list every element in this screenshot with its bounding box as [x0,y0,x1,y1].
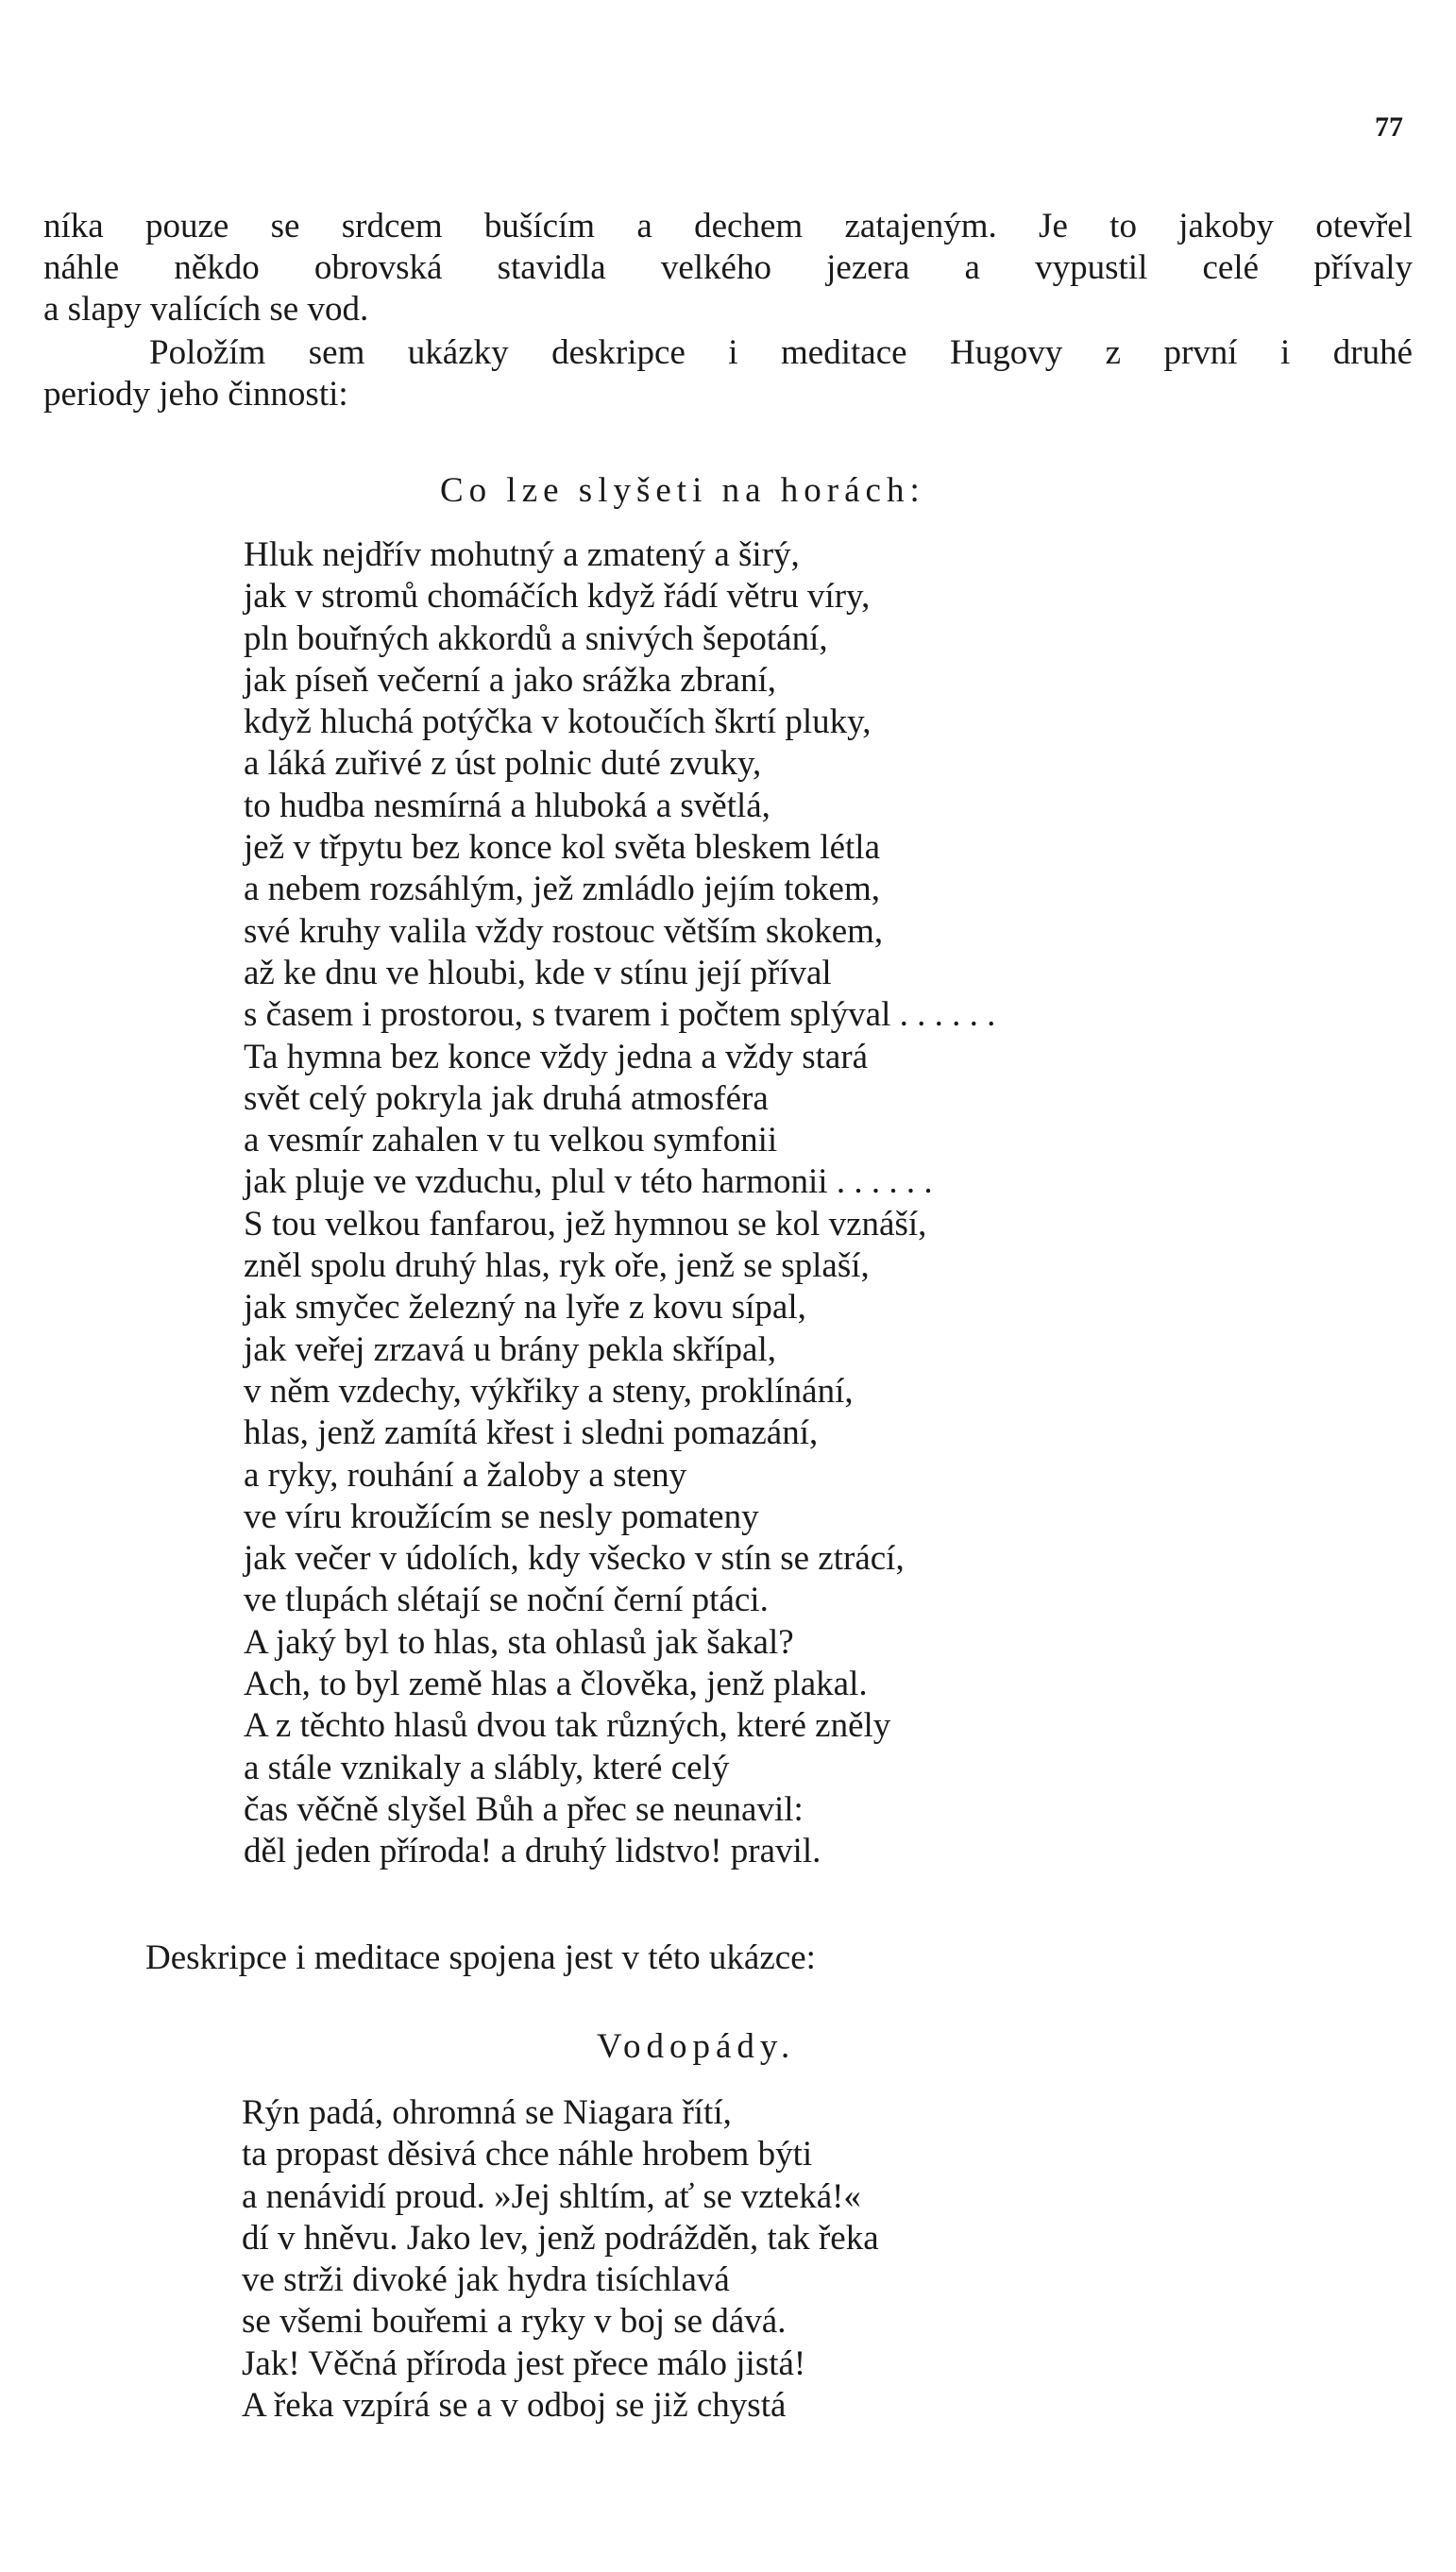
prose-line: periody jeho činnosti: [43,375,348,414]
prose-line: Položím sem ukázky deskripce i meditace Hugovy z první i druhé [149,333,1413,372]
poem-line: ve víru kroužícím se nesly pomateny [244,1497,759,1536]
poem-line: jak večer v údolích, kdy všecko v stín se ztrácí, [244,1539,905,1579]
poem-line: čas věčně slyšel Bůh a přec se neunavil: [244,1789,804,1829]
poem-line: a vesmír zahalen v tu velkou symfonii [244,1121,778,1160]
poem-line: jak píseň večerní a jako srážka zbraní, [244,660,776,700]
poem-line: když hluchá potýčka v kotoučích škrtí pluky, [244,702,872,742]
poem-line: své kruhy valila vždy rostouc větším skokem, [244,911,884,951]
poem-line: jak pluje ve vzduchu, plul v této harmonii . . . . . . [244,1162,933,1202]
prose-line: níka pouze se srdcem bušícím a dechem zatajeným. Je to jakoby otevřel [43,207,1413,245]
prose-line: náhle někdo obrovská stavidla velkého jezera a vypustil celé přívaly [43,248,1413,287]
poem-line: ve strži divoké jak hydra tisíchlavá [242,2260,730,2300]
poem-line: v něm vzdechy, výkřiky a steny, proklínání, [244,1371,854,1411]
poem-line: a nebem rozsáhlým, jež zmládlo jejím tokem, [244,870,881,909]
poem-line: jež v třpytu bez konce kol světa bleskem létla [244,828,880,868]
poem-line: až ke dnu ve hloubi, kde v stínu její příval [244,953,832,992]
poem-line: zněl spolu druhý hlas, ryk oře, jenž se splaší, [244,1246,870,1286]
poem-line: jak v stromů chomáčích když řádí větru víry, [244,577,871,617]
section-intro: Deskripce i meditace spojena jest v této ukázce: [145,1938,816,1977]
prose-line: a slapy valících se vod. [43,290,369,329]
poem-line: ve tlupách slétají se noční černí ptáci. [244,1581,769,1620]
poem-line: svět celý pokryla jak druhá atmosféra [244,1078,769,1118]
poem-line: Ach, to byl země hlas a člověka, jenž plakal. [244,1665,868,1704]
poem-line: Rýn padá, ohromná se Niagara řítí, [242,2093,732,2132]
poem-line: Ta hymna bez konce vždy jedna a vždy stará [244,1037,869,1076]
poem-line: děl jeden příroda! a druhý lidstvo! pravil. [244,1832,821,1871]
poem-line: to hudba nesmírná a hluboká a světlá, [244,786,770,825]
poem-line: a ryky, rouhání a žaloby a steny [244,1455,687,1495]
poem-line: pln bouřných akkordů a snivých šepotání, [244,618,828,658]
poem-line: S tou velkou fanfarou, jež hymnou se kol vznáší, [244,1204,927,1244]
poem-line: A z těchto hlasů dvou tak různých, které zněly [244,1706,891,1746]
poem-line: dí v hněvu. Jako lev, jenž podrážděn, tak řeka [242,2218,879,2258]
poem-line: Hluk nejdřív mohutný a zmatený a širý, [244,535,800,574]
paragraph-continuation [43,206,1413,330]
poem-line: ta propast děsivá chce náhle hrobem býti [242,2135,813,2174]
poem-line: a stále vznikaly a slábly, které celý [244,1748,730,1787]
poem-line: A jaký byl to hlas, sta ohlasů jak šakal? [244,1622,794,1662]
poem-line: Jak! Věčná příroda jest přece málo jistá! [242,2344,806,2383]
poem-line: a láká zuřivé z úst polnic duté zvuky, [244,744,762,784]
poem-line: jak smyčec železný na lyře z kovu sípal, [244,1288,806,1328]
poem-line: se všemi bouřemi a ryky v boj se dává. [242,2302,787,2342]
poem-title: Vodopády. [597,2027,796,2066]
poem-waterfalls [242,2092,879,2427]
paragraph-intro [43,332,1413,415]
poem-line: a nenávidí proud. »Jej shltím, ať se vzteká!« [242,2176,861,2216]
poem-line: jak veřej zrzavá u brány pekla skřípal, [244,1329,776,1369]
poem-line: hlas, jenž zamítá křest i sledni pomazání, [244,1413,819,1453]
poem-mountains [244,534,995,1873]
poem-line: s časem i prostorou, s tvarem i počtem splýval . . . . . . [244,995,996,1035]
poem-title: Co lze slyšeti na horách: [440,471,925,510]
page-number: 77 [1375,111,1403,143]
poem-line: A řeka vzpírá se a v odboj se již chystá [242,2386,787,2426]
